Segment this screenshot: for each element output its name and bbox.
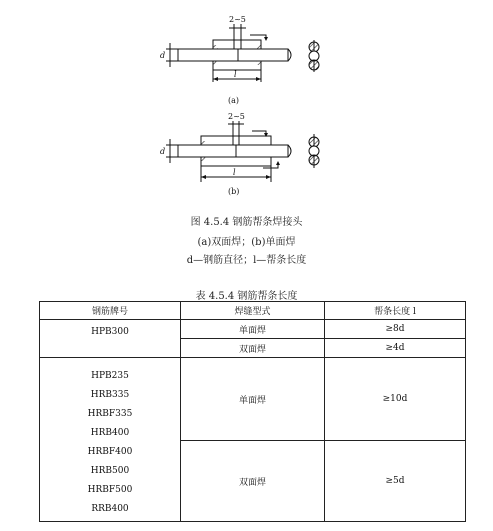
header-weld-type: 焊缝型式 [181,302,325,320]
figure-caption-sub: (a)双面焊；(b)单面焊 [197,237,296,248]
splice-top-a [213,40,261,49]
gap-label-a: 2~5 [229,15,246,24]
weld-arrow-b1 [252,131,266,136]
table-title: 表 4.5.4 钢筋帮条长度 [195,291,298,302]
weld-arrowhead-b2 [276,161,280,165]
bar-right-b [236,145,288,157]
grade-item: HRB500 [90,465,130,476]
drawing-b [160,112,319,196]
header-length: 帮条长度 l [325,302,466,320]
section-circle-a3 [309,60,319,70]
length-cell: ≥8d [325,320,466,339]
bar-right-a [238,49,288,61]
grade-cell-group1 [40,320,181,358]
d-label-a: d [160,51,166,60]
header-grade: 钢筋牌号 [40,302,181,320]
grade-item: HRBF335 [87,408,133,419]
length-cell: ≥5d [325,441,466,522]
weld-cell: 双面焊 [181,339,325,358]
grade-item: HRB335 [90,389,130,400]
grade-item: HPB300 [91,327,129,337]
d-label-b: d [160,147,166,156]
weld-a2 [256,45,261,49]
grade-item: HRB400 [90,427,130,438]
weld-arrowhead-a [264,37,268,41]
grade-item: HRBF400 [87,446,133,457]
rebar-length-table [39,301,466,522]
table-row [40,320,466,339]
weld-cell: 单面焊 [181,358,325,441]
sub-label-b: (b) [228,187,240,196]
figure-caption: 图 4.5.4 钢筋帮条焊接头 [190,217,303,228]
sub-label-a: (a) [228,96,240,105]
drawing-a [160,15,319,105]
grade-cell-group2 [40,358,181,522]
section-circle-b3 [309,155,319,165]
splice-top-b [201,136,271,145]
weld-arrow-a [250,35,266,40]
splice-bottom-a [213,61,261,70]
table-header-row [40,302,466,320]
table-row [40,358,466,441]
weld-cell: 单面焊 [181,320,325,339]
weld-b2 [201,157,206,161]
weld-b1 [201,141,206,145]
l-label-a: l [234,70,237,79]
grade-item: HRBF500 [87,484,133,495]
figure-caption-note: d—钢筋直径；l—帮条长度 [186,255,307,266]
l-label-b: l [233,168,236,177]
grade-item: HPB235 [91,370,129,381]
length-cell: ≥4d [325,339,466,358]
splice-bottom-b [201,157,271,166]
grade-item: RRB400 [91,503,129,514]
weld-a4 [256,61,261,65]
weld-cell: 双面焊 [181,441,325,522]
bar-left-b [178,145,236,157]
weld-a1 [213,45,218,49]
length-cell: ≥10d [325,358,466,441]
weld-a3 [213,61,218,65]
bar-left-a [178,49,238,61]
gap-label-b: 2~5 [228,112,245,121]
